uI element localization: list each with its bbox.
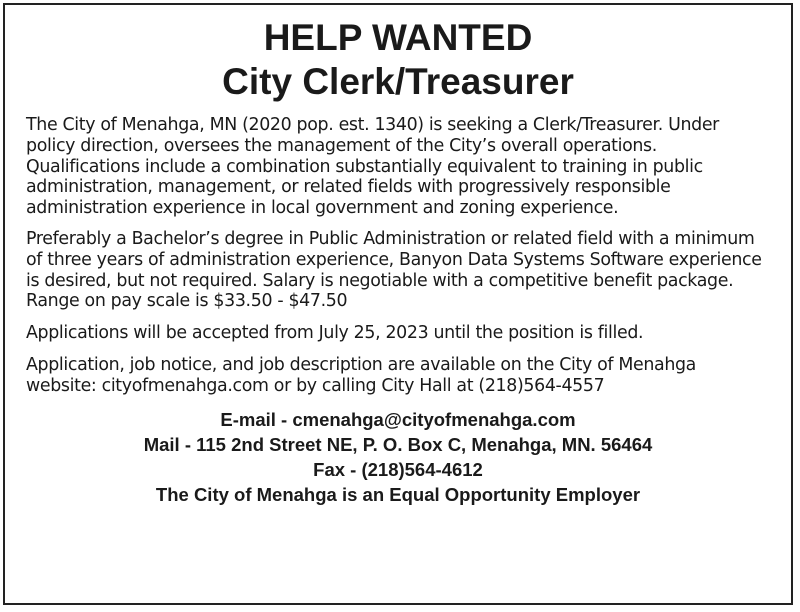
paragraph-overview: The City of Menahga, MN (2020 pop. est. 1340) is seeking a Clerk/Treasurer. Under policy direction, oversees the management of the City’s overall operations. Qualifications include a combination substantially equivalent to training in public administration, management, or related fields with progressively responsible administration experience in local government and zoning experience. — [26, 115, 719, 219]
headline-position-title: City Clerk/Treasurer — [222, 61, 574, 102]
contact-email: E-mail - cmenahga@cityofmenahga.com — [220, 408, 576, 430]
contact-block — [5, 407, 791, 507]
paragraph-requirements: Preferably a Bachelor’s degree in Public Administration or related field with a minimum of three years of administration experience, Banyon Data Systems Software experience is desired, but not required. Salary is negotiable with a competitive benefit package. Range on pay scale is $33.50 - $47.50 — [26, 228, 762, 312]
paragraph-application-info: Application, job notice, and job description are available on the City of Menahga website: cityofmenahga.com or by calling City Hall at (218)564-4557 — [26, 354, 696, 396]
equal-opportunity-statement: The City of Menahga is an Equal Opportunity Employer — [155, 483, 641, 505]
contact-mail-address: Mail - 115 2nd Street NE, P. O. Box C, Menahga, MN. 56464 — [143, 433, 653, 455]
headline-help-wanted: HELP WANTED — [263, 17, 533, 58]
contact-fax: Fax - (218)564-4612 — [313, 458, 483, 480]
paragraph-dates: Applications will be accepted from July 25, 2023 until the position is filled. — [26, 323, 644, 344]
job-advertisement — [3, 3, 793, 605]
